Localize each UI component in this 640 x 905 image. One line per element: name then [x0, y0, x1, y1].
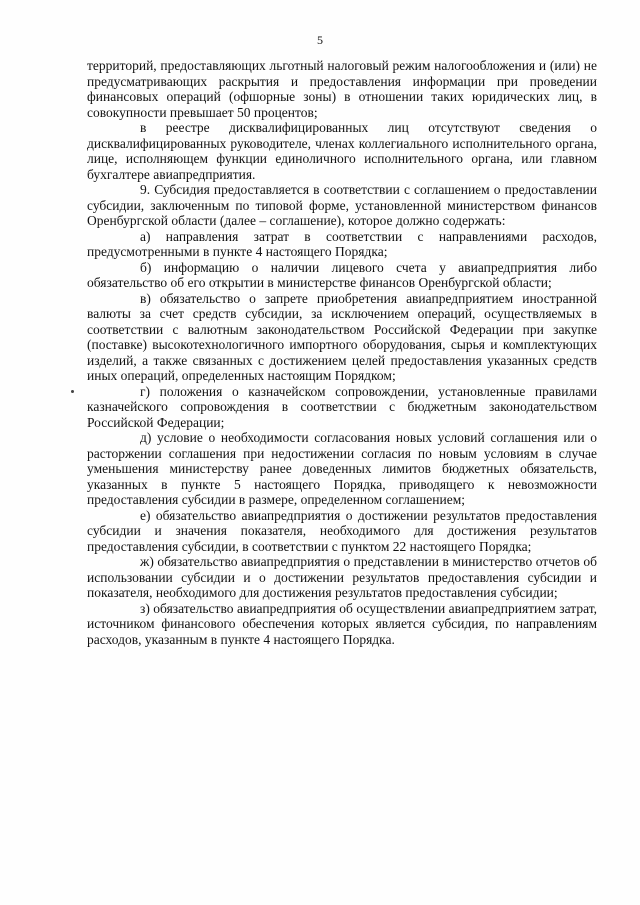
paragraph-item-b: б) информацию о наличии лицевого счета у авиапредприятия либо обязательство об его открытии в министерстве финансов Оренбургской области;: [87, 259, 597, 290]
page-number: 5: [317, 33, 323, 47]
paragraph-clause-9: 9. Субсидия предоставляется в соответствии с соглашением о предоставлении субсидии, заключенным по типовой форме, установленной министерством финансов Оренбургской области (далее – соглашение), которое должно содержать:: [87, 182, 597, 228]
paragraph-disqualified-registry: в реестре дисквалифицированных лиц отсутствуют сведения о дисквалифицированных руководителе, членах коллегиального исполнительного органа, лице, исполняющем функции единоличного исполнительного органа, или главном бухгалтере авиапредприятия.: [87, 120, 597, 182]
document-body: [87, 58, 597, 647]
paragraph-item-e: е) обязательство авиапредприятия о достижении результатов предоставления субсидии и значения показателя, необходимого для достижения результатов предоставления субсидии, в соответствии с пунктом 22 настоящего Порядка;: [87, 507, 597, 554]
paragraph-item-z: з) обязательство авиапредприятия об осуществлении авиапредприятием затрат, источником финансового обеспечения которых является субсидия, по направлениям расходов, указанным в пункте 4 настоящего Порядка.: [87, 600, 597, 647]
paragraph-item-d: д) условие о необходимости согласования новых условий соглашения или о расторжении соглашения при недостижении согласия по новым условиям в случае уменьшения министерству ранее доведенных лимитов бюджетных обязательств, указанных в пункте 5 настоящего Порядка, приводящего к невозможности предоставления субсидии в размере, определенном соглашением;: [87, 430, 597, 507]
paragraph-continuation: территорий, предоставляющих льготный налоговый режим налогообложения и (или) не предусматривающих раскрытия и предоставления информации при проведении финансовых операций (офшорные зоны) в отношении таких юридических лиц, в совокупности превышает 50 процентов;: [87, 58, 597, 120]
paragraph-item-a: а) направления затрат в соответствии с направлениями расходов, предусмотренными в пункте 4 настоящего Порядка;: [87, 228, 597, 259]
margin-dot-mark: [71, 390, 74, 393]
paragraph-item-v: в) обязательство о запрете приобретения авиапредприятием иностранной валюты за счет средств субсидии, за исключением операций, осуществляемых в соответствии с валютным законодательством Российской Федерации при закупке (поставке) высокотехнологичного импортного оборудования, сырья и комплектующих изделий, а также связанных с достижением целей предоставления указанных средств иных операций, определенных настоящим Порядком;: [87, 290, 597, 383]
paragraph-item-g: г) положения о казначейском сопровождении, установленные правилами казначейского сопровождения в соответствии с бюджетным законодательством Российской Федерации;: [87, 383, 597, 430]
paragraph-item-zh: ж) обязательство авиапредприятия о представлении в министерство отчетов об использовании субсидии и о достижении результатов предоставления субсидии и показателя, необходимого для достижения результатов предоставления субсидии;: [87, 554, 597, 600]
